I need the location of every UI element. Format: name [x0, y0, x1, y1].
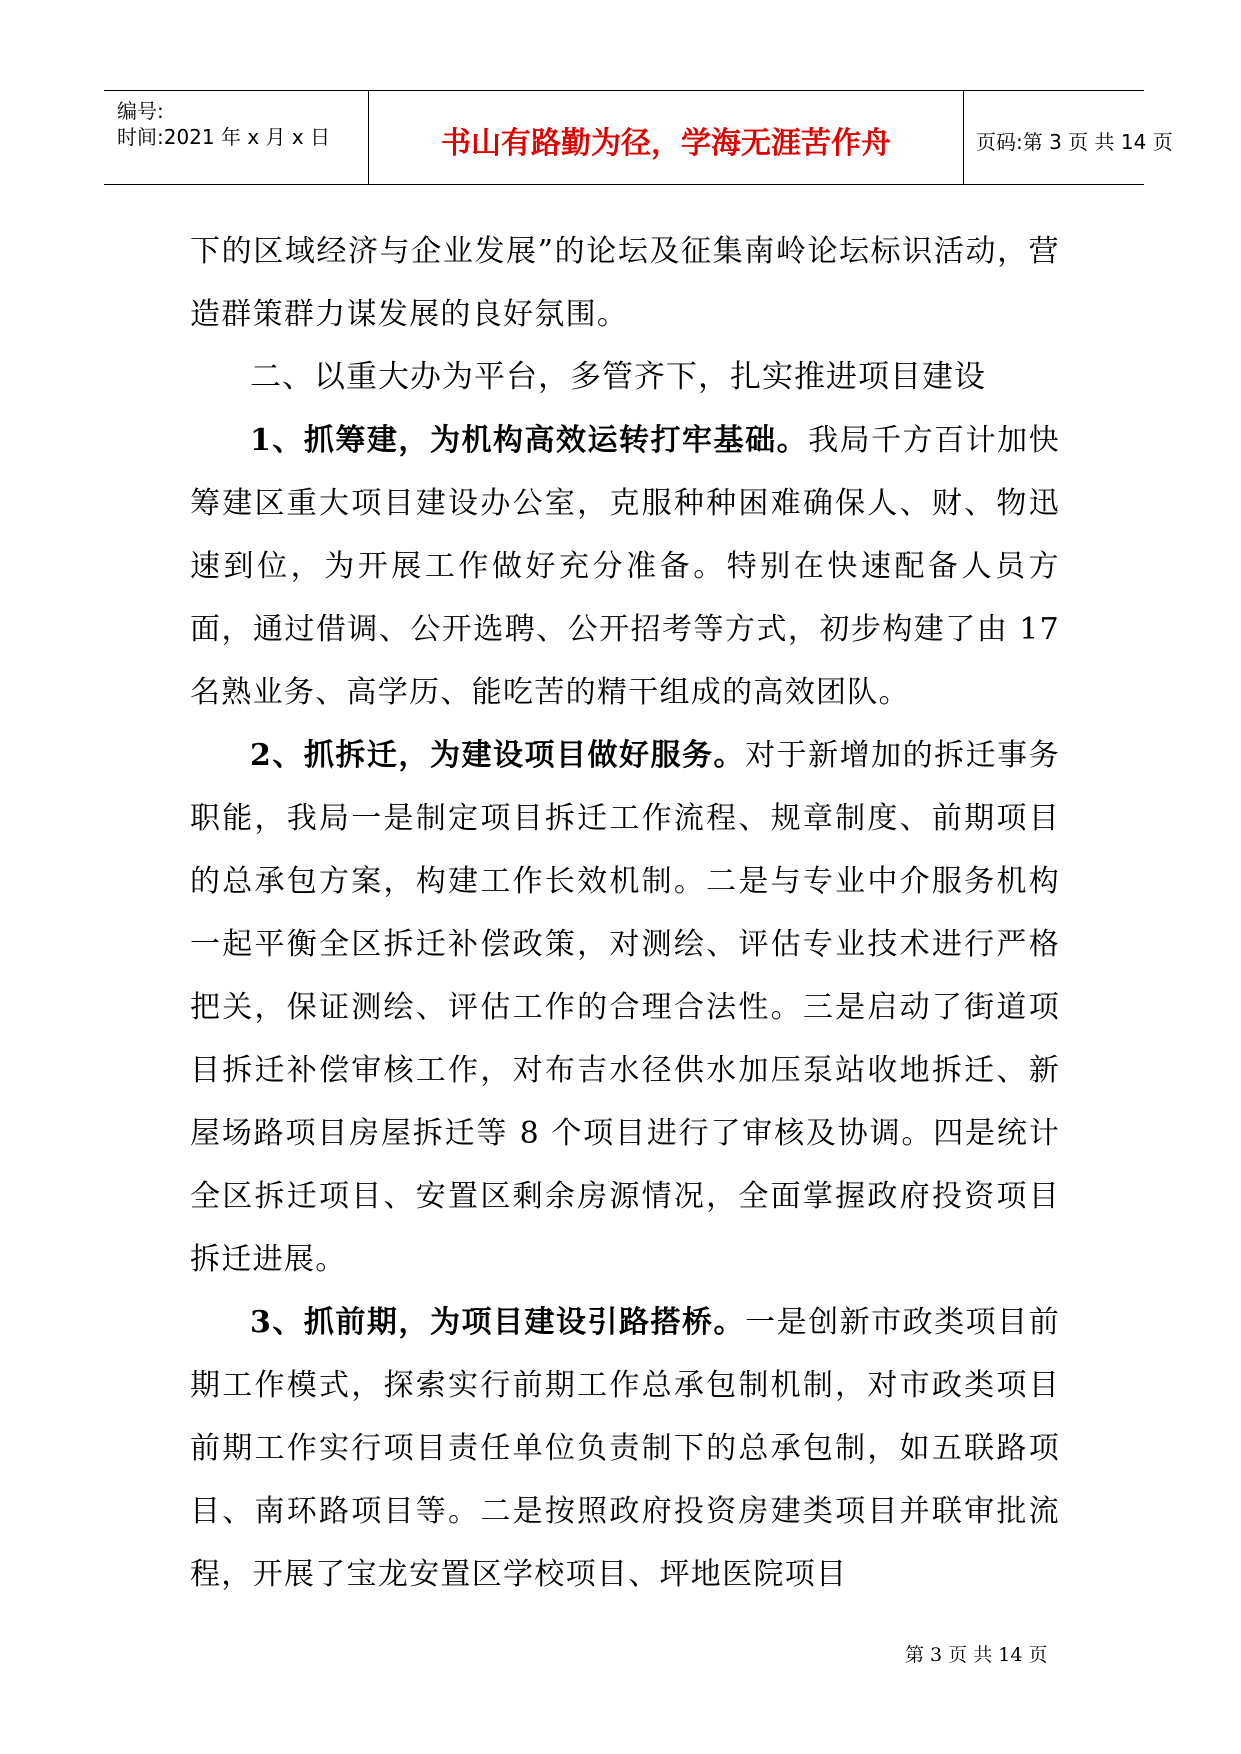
- header-motto-cell: [369, 91, 964, 184]
- date-line: 时间:2021 年 x 月 x 日: [117, 125, 331, 149]
- document-body: [190, 220, 1060, 1606]
- paragraph-continued: 下的区域经济与企业发展”的论坛及征集南岭论坛标识活动，营造群策群力谋发展的良好氛围。: [190, 234, 1060, 332]
- paragraph-1-lead: 1、抓筹建，为机构高效运转打牢基础。: [250, 423, 809, 458]
- paragraph-2: [190, 724, 1060, 1291]
- page-footer: 第 3 页 共 14 页: [905, 1644, 1048, 1666]
- motto: 书山有路勤为径，学海无涯苦作舟: [441, 126, 891, 161]
- header-info-cell: [104, 91, 369, 184]
- paragraph-1-text: 我局千方百计加快筹建区重大项目建设办公室，克服种种困难确保人、财、物迅速到位，为开展工作做好充分准备。特别在快速配备人员方面，通过借调、公开选聘、公开招考等方式，初步构建了由 17 名熟业务、高学历、能吃苦的精干组成的高效团队。: [190, 423, 1060, 710]
- section-heading: 二、以重大办为平台，多管齐下，扎实推进项目建设: [250, 359, 986, 395]
- paragraph-3-lead: 3、抓前期，为项目建设引路搭桥。: [250, 1305, 746, 1340]
- serial-number-label: 编号:: [117, 99, 164, 123]
- header-page-cell: [964, 91, 1173, 184]
- page-header: [104, 90, 1173, 185]
- paragraph-1: [190, 409, 1060, 724]
- paragraph-3: [190, 1291, 1060, 1606]
- header-page-info: 页码:第 3 页 共 14 页: [976, 130, 1173, 154]
- paragraph-3-text: 一是创新市政类项目前期工作模式，探索实行前期工作总承包制机制，对市政类项目前期工作实行项目责任单位负责制下的总承包制，如五联路项目、南环路项目等。二是按照政府投资房建类项目并联审批流程，开展了宝龙安置区学校项目、坪地医院项目: [190, 1305, 1060, 1592]
- paragraph-2-text: 对于新增加的拆迁事务职能，我局一是制定项目拆迁工作流程、规章制度、前期项目的总承包方案，构建工作长效机制。二是与专业中介服务机构一起平衡全区拆迁补偿政策，对测绘、评估专业技术进行严格把关，保证测绘、评估工作的合理合法性。三是启动了街道项目拆迁补偿审核工作，对布吉水径供水加压泵站收地拆迁、新屋场路项目房屋拆迁等 8 个项目进行了审核及协调。四是统计全区拆迁项目、安置区剩余房源情况，全面掌握政府投资项目拆迁进展。: [190, 738, 1060, 1277]
- paragraph-2-lead: 2、抓拆迁，为建设项目做好服务。: [250, 738, 746, 773]
